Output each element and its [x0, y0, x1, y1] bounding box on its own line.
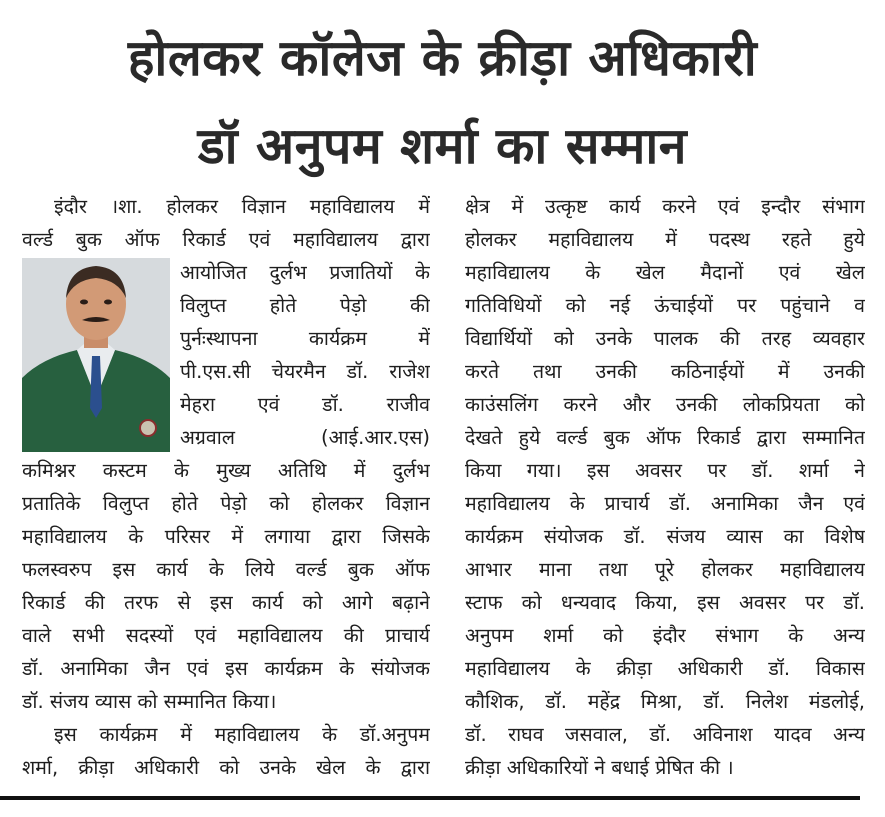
headline-line-1: होलकर कॉलेज के क्रीड़ा अधिकारी [127, 29, 758, 87]
article-left-column [22, 190, 430, 784]
headline-line-2: डॉ अनुपम शर्मा का सम्मान [197, 117, 688, 175]
bottom-rule [0, 796, 860, 800]
article-line: गतिविधियों को नई ऊंचाईयों पर पहुंचाने व [465, 294, 865, 317]
article-line: पी.एस.सी चेयरमैन डॉ. राजेश [180, 360, 430, 383]
article-line: मेहरा एवं डॉ. राजीव [180, 393, 430, 416]
article-line: कमिश्नर कस्टम के मुख्य अतिथि में दुर्लभ [22, 459, 430, 482]
article-line: महाविद्यालय के परिसर में लगाया द्वारा जिसके [22, 525, 430, 548]
article-line: डॉ. राघव जसवाल, डॉ. अविनाश यादव अन्य [465, 723, 865, 746]
article-line: पुर्नःस्थापना कार्यक्रम में [180, 327, 430, 350]
article-line: इंदौर ।शा. होलकर विज्ञान महाविद्यालय में [54, 195, 430, 218]
article-line: विद्यार्थियों को उनके पालक की तरह व्यवहार [465, 327, 865, 350]
headline [0, 14, 885, 190]
article-line: अनुपम शर्मा को इंदौर संभाग के अन्य [465, 624, 865, 647]
article-line: इस कार्यक्रम में महाविद्यालय के डॉ.अनुपम [54, 723, 430, 746]
article-line: डॉ. अनामिका जैन एवं इस कार्यक्रम के संयोजक [22, 657, 430, 680]
article-line: वर्ल्ड बुक ऑफ रिकार्ड एवं महाविद्यालय द्वारा [22, 228, 430, 251]
article-line: महाविद्यालय के खेल मैदानों एवं खेल [465, 261, 865, 284]
article-line: कौशिक, डॉ. महेंद्र मिश्रा, डॉ. निलेश मंडलोई, [465, 690, 865, 713]
article-line: विलुप्त होते पेड़ो की [180, 294, 430, 317]
article-line: महाविद्यालय के प्राचार्य डॉ. अनामिका जैन एवं [465, 492, 865, 515]
article-line: रिकार्ड की तरफ से इस कार्य को आगे बढ़ाने [22, 591, 430, 614]
article-line: अग्रवाल (आई.आर.एस) [180, 426, 430, 449]
article-line: स्टाफ को धन्यवाद किया, इस अवसर पर डॉ. [465, 591, 865, 614]
article-line: आयोजित दुर्लभ प्रजातियों के [180, 261, 430, 284]
article-line: शर्मा, क्रीड़ा अधिकारी को उनके खेल के द्वारा [22, 756, 430, 779]
article-right-column [465, 190, 865, 784]
article-line: कार्यक्रम संयोजक डॉ. संजय व्यास का विशेष [465, 525, 865, 548]
article-line: महाविद्यालय के क्रीड़ा अधिकारी डॉ. विकास [465, 657, 865, 680]
article-line: क्षेत्र में उत्कृष्ट कार्य करने एवं इन्दौर संभाग [465, 195, 865, 218]
article-line: किया गया। इस अवसर पर डॉ. शर्मा ने [465, 459, 865, 482]
article-line: डॉ. संजय व्यास को सम्मानित किया। [22, 690, 277, 713]
article-line: होलकर महाविद्यालय में पदस्थ रहते हुये [465, 228, 865, 251]
article-line: काउंसलिंग करने और उनकी लोकप्रियता को [465, 393, 865, 416]
article-line: क्रीड़ा अधिकारियों ने बधाई प्रेषित की । [465, 756, 734, 779]
article-line: करते तथा उनकी कठिनाईयों में उनकी [465, 360, 865, 383]
article-line: देखते हुये वर्ल्ड बुक ऑफ रिकार्ड द्वारा सम्मानित [465, 426, 865, 449]
article-line: आभार माना तथा पूरे होलकर महाविद्यालय [465, 558, 865, 581]
article-line: फलस्वरुप इस कार्य के लिये वर्ल्ड बुक ऑफ [22, 558, 430, 581]
article-line: प्रतातिके विलुप्त होते पेड़ो को होलकर विज्ञान [22, 492, 430, 515]
article-line: वाले सभी सदस्यों एवं महाविद्यालय की प्राचार्य [22, 624, 430, 647]
